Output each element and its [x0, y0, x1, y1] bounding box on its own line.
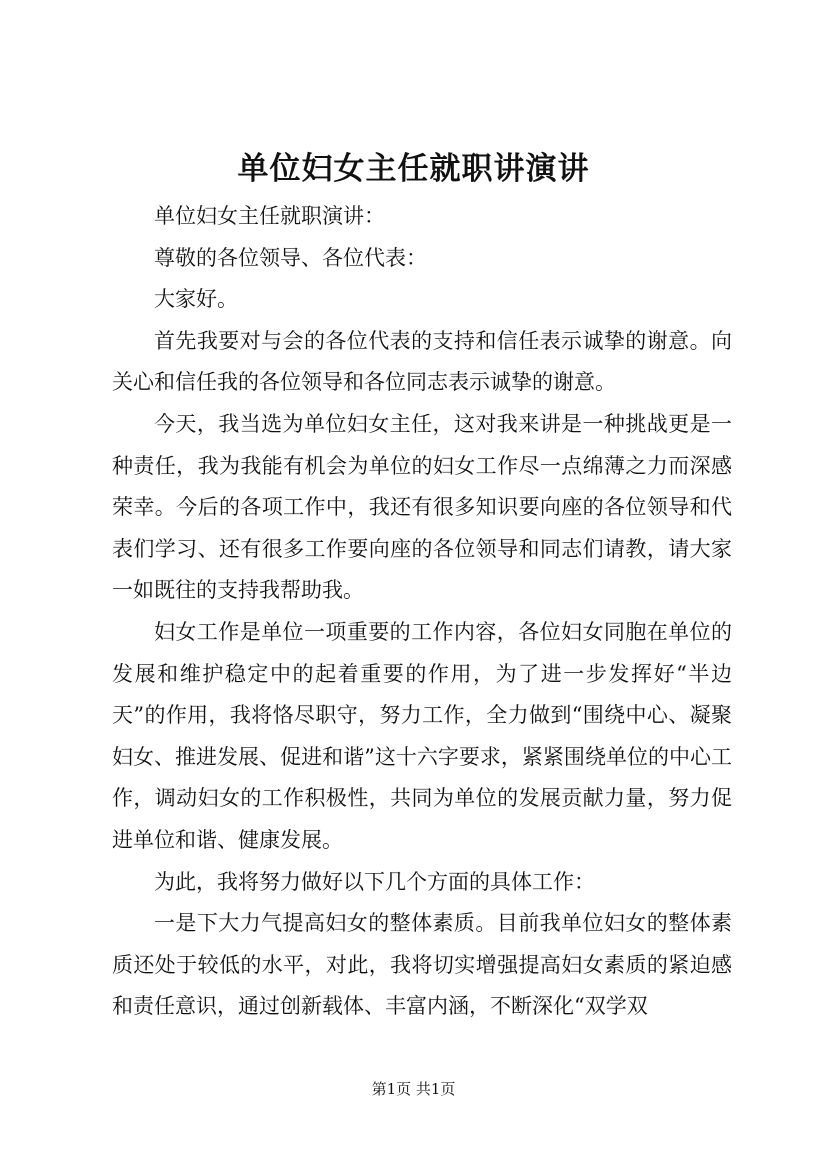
paragraph-plan-intro: 为此，我将努力做好以下几个方面的具体工作： [154, 869, 595, 894]
document-title: 单位妇女主任就职讲演讲 [237, 151, 590, 187]
document-body [112, 196, 732, 1028]
paragraph-womens-work: 妇女工作是单位一项重要的工作内容，各位妇女同胞在单位的发展和维护稳定中的起着重要的作用，为了进一步发挥好“半边天”的作用，我将恪尽职守，努力工作，全力做到“围绕中心、凝聚妇女、推进发展、促进和谐”这十六字要求，紧紧围绕单位的中心工作，调动妇女的工作积极性，共同为单位的发展贡献力量，努力促进单位和谐、健康发展。 [112, 619, 732, 852]
paragraph-greeting-audience: 尊敬的各位领导、各位代表： [154, 245, 427, 270]
paragraph-hello: 大家好。 [154, 287, 238, 312]
paragraph-election: 今天，我当选为单位妇女主任，这对我来讲是一种挑战更是一种责任，我为我能有机会为单位的妇女工作尽一点绵薄之力而深感荣幸。今后的各项工作中，我还有很多知识要向座的各位领导和代表们学习、还有很多工作要向座的各位领导和同志们请教，请大家一如既往的支持我帮助我。 [112, 411, 732, 603]
paragraph-thanks: 首先我要对与会的各位代表的支持和信任表示诚挚的谢意。向关心和信任我的各位领导和各位同志表示诚挚的谢意。 [112, 328, 732, 395]
page-footer: 第1页 共1页 [371, 1080, 456, 1098]
paragraph-salutation-heading: 单位妇女主任就职演讲： [154, 204, 385, 228]
paragraph-point-one: 一是下大力气提高妇女的整体素质。目前我单位妇女的整体素质还处于较低的水平，对此，我将切实增强提高妇女素质的紧迫感和责任意识，通过创新载体、丰富内涵，不断深化“双学双 [112, 911, 732, 1019]
